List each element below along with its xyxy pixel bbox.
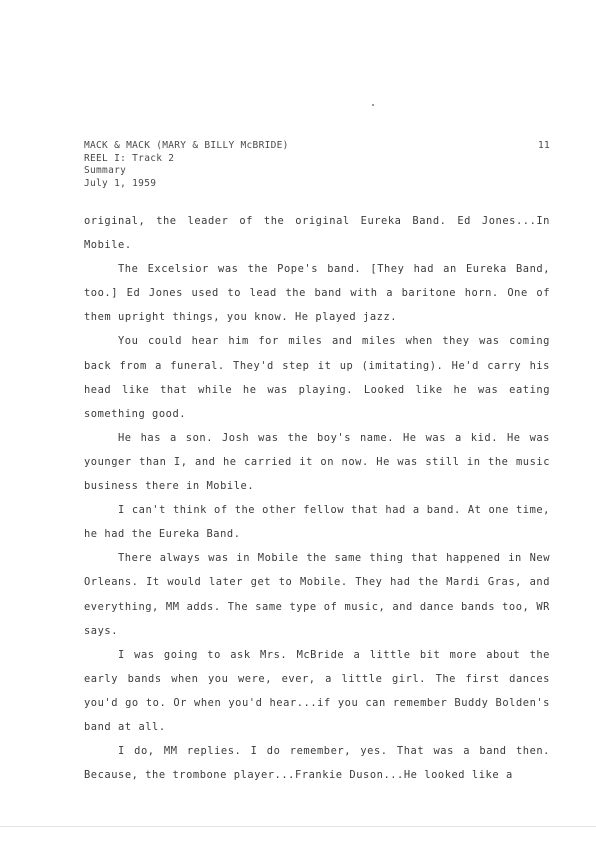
paragraph: The Excelsior was the Pope's band. [They had an Eureka Band, too.] Ed Jones used to lead the band with a baritone horn. One of them upright things, you know. He played jazz.	[84, 263, 550, 324]
scan-edge	[0, 826, 596, 827]
paragraph: He has a son. Josh was the boy's name. He was a kid. He was younger than I, and he carried it on now. He was still in the music business there in Mobile.	[84, 431, 550, 493]
paragraph: You could hear him for miles and miles when they was coming back from a funeral. They'd step it up (imitating). He'd carry his head like that while he was playing. Looked like he was eating something good.	[84, 335, 550, 420]
paragraph: I can't think of the other fellow that had a band. At one time, he had the Eureka Band.	[84, 504, 550, 541]
scan-speck	[372, 104, 374, 106]
header-title-row	[84, 140, 550, 153]
page-number: 11	[537, 140, 550, 151]
document-title: MACK & MACK (MARY & BILLY McBRIDE)	[84, 140, 289, 151]
paragraph: I was going to ask Mrs. McBride a little bit more about the early bands when you were, ever, a little girl. The first dances you'd go to. Or when you'd hear...if you can remember Buddy Bolden's band at all.	[84, 648, 550, 733]
paragraph: There always was in Mobile the same thing that happened in New Orleans. It would later get to Mobile. They had the Mardi Gras, and everything, MM adds. The same type of music, and dance bands too, WR says.	[84, 552, 550, 637]
paragraph: original, the leader of the original Eureka Band. Ed Jones...In Mobile.	[84, 215, 550, 252]
paragraph: I do, MM replies. I do remember, yes. That was a band then. Because, the trombone player...Frankie Duson...He looked like a	[84, 745, 550, 782]
document-date: July 1, 1959	[84, 177, 157, 189]
document-type: Summary	[84, 165, 127, 176]
document-header	[84, 140, 550, 190]
reel-label: REEL I: Track 2	[84, 152, 175, 164]
transcript-body	[84, 209, 550, 787]
